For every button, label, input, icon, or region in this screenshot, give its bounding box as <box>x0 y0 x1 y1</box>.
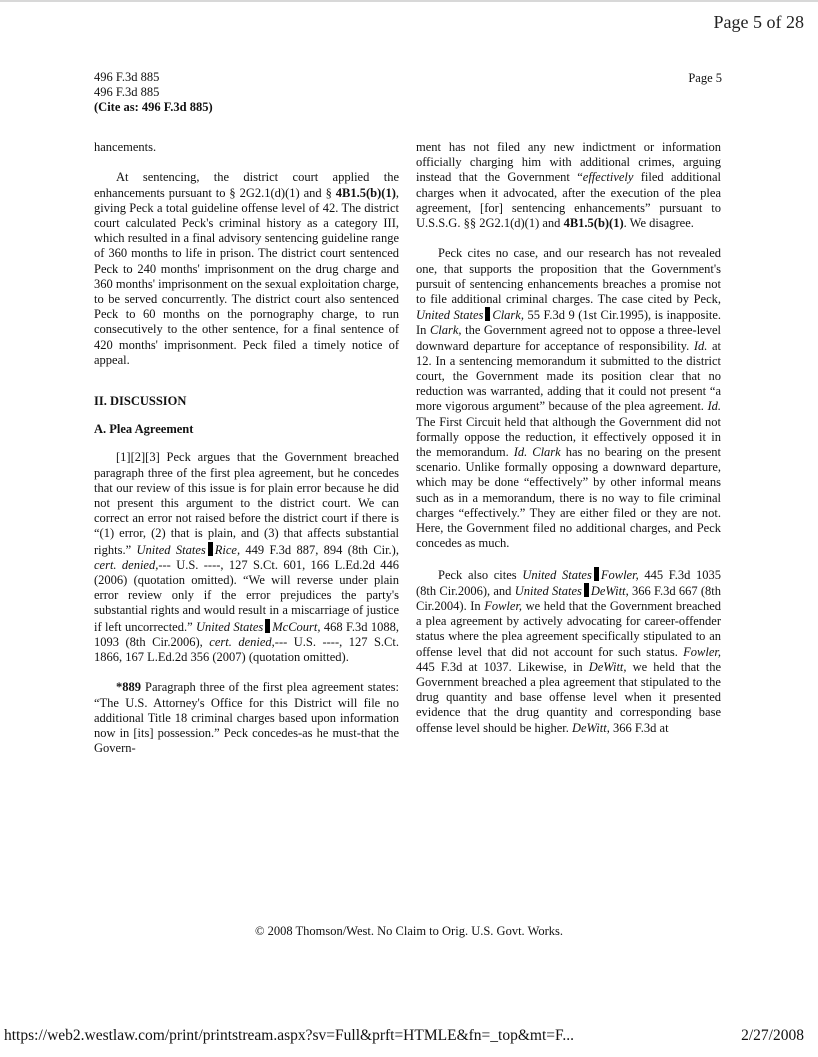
copyright-notice: © 2008 Thomson/West. No Claim to Orig. U.S. Govt. Works. <box>254 924 564 938</box>
top-rule <box>0 0 818 2</box>
citation-block <box>94 70 213 115</box>
paragraph: [1][2][3] Peck argues that the Government breached paragraph three of the first plea agreement, but he concedes that our review of this issue is for plain error because he did not present this argument to the district court. We can correct an error not raised before the district court if there is “(1) error, (2) that is plain, and (3) that affects substantial rights.” United States Rice, 449 F.3d 887, 894 (8th Cir.), cert. denied,--- U.S. ----, 127 S.Ct. 601, 166 L.Ed.2d 446 (2006) (quotation omitted). “We will reverse under plain error review only if the error prejudices the party's substantial rights and would result in a miscarriage of justice if left uncorrected.” United States McCourt, 468 F.3d 1088, 1093 (8th Cir.2006), cert. denied,--- U.S. ----, 127 S.Ct. 1866, 167 L.Ed.2d 356 (2007) (quotation omitted). <box>94 450 399 665</box>
paragraph: Peck cites no case, and our research has not revealed one, that supports the proposition that the Government's pursuit of sentencing enhancements breaches a promise not to file additional criminal charges. The case cited by Peck, United States Clark, 55 F.3d 9 (1st Cir.1995), is inapposite. In Clark, the Government agreed not to oppose a three-level downward departure for acceptance of responsibility. Id. at 12. In a sentencing memorandum it submitted to the district court, the Government made its position clear that no reduction was warranted, adding that it could not present “a more vigorous argument” because of the plea agreement. Id. The First Circuit held that although the Government did not formally oppose the reduction, it effectively opposed it in the memorandum. Id. Clark has no bearing on the present scenario. Unlike formally opposing a downward departure, which may be done “effectively” by other informal means such as in a memorandum, there is no way to file criminal charges “effectively.” They are either filed or they are not. Here, the Government filed no additional charges, and Peck concedes as much. <box>416 246 722 551</box>
cite-as: (Cite as: 496 F.3d 885) <box>94 100 213 114</box>
print-date: 2/27/2008 <box>741 1027 804 1044</box>
citation-line: 496 F.3d 885 <box>94 85 160 99</box>
citation-line: 496 F.3d 885 <box>94 70 160 84</box>
print-url: https://web2.westlaw.com/print/printstream.aspx?sv=Full&prft=HTMLE&fn=_top&mt=F... <box>4 1027 574 1044</box>
redaction-mark <box>208 542 213 556</box>
paragraph: *889 Paragraph three of the first plea agreement states: “The U.S. Attorney's Office for this District will file no additional Title 18 criminal charges based upon information now in [its] possession.” Peck concedes-as he must-that the Govern- <box>94 680 399 756</box>
subsection-heading: A. Plea Agreement <box>94 422 194 437</box>
redaction-mark <box>584 583 589 597</box>
paragraph: ment has not filed any new indictment or information officially charging him with additional crimes, arguing instead that the Government “effectively filed additional charges when it advocated, after the execution of the plea agreement, [for] sentencing enhancements” pursuant to U.S.S.G. §§ 2G2.1(d)(1) and 4B1.5(b)(1). We disagree. <box>416 140 721 231</box>
redaction-mark <box>594 567 599 581</box>
left-column <box>94 140 399 772</box>
paragraph: At sentencing, the district court applied the enhancements pursuant to § 2G2.1(d)(1) and § 4B1.5(b)(1), giving Peck a total guideline offense level of 42. The district court calculated Peck's criminal history as a category III, which resulted in a final advisory sentencing guideline range of 360 months to life in prison. The district court sentenced Peck to 240 months' imprisonment on the drug charge and 360 months' imprisonment on the sexual exploitation charge, to be served concurrently. The district court also sentenced Peck to 60 months on the pornography charge, to run consecutively to the other sentence, for a final sentence of 420 months' imprisonment. Peck filed a timely notice of appeal. <box>94 170 399 367</box>
redaction-mark <box>485 307 490 321</box>
right-column <box>416 140 721 751</box>
paragraph: hancements. <box>94 140 157 154</box>
star-page-marker: *889 <box>116 680 141 695</box>
paragraph: Peck also cites United States Fowler, 445 F.3d 1035 (8th Cir.2006), and United States DeWitt, 366 F.3d 667 (8th Cir.2004). In Fowler, we held that the Government breached a plea agreement by actively advocating for career-offender status where the plea agreement specifically stipulated to an offense level that did not account for such status. Fowler, 445 F.3d at 1037. Likewise, in DeWitt, we held that the Government breached a plea agreement that stipulated to the drug quantity and base offense level when it presented evidence that the drug quantity and corresponding base offense level should be higher. DeWitt, 366 F.3d at <box>416 567 722 735</box>
section-heading: II. DISCUSSION <box>94 394 187 409</box>
redaction-mark <box>265 619 270 633</box>
document-body <box>94 140 726 900</box>
page-label: Page 5 <box>688 71 722 85</box>
page-count: Page 5 of 28 <box>713 12 804 32</box>
